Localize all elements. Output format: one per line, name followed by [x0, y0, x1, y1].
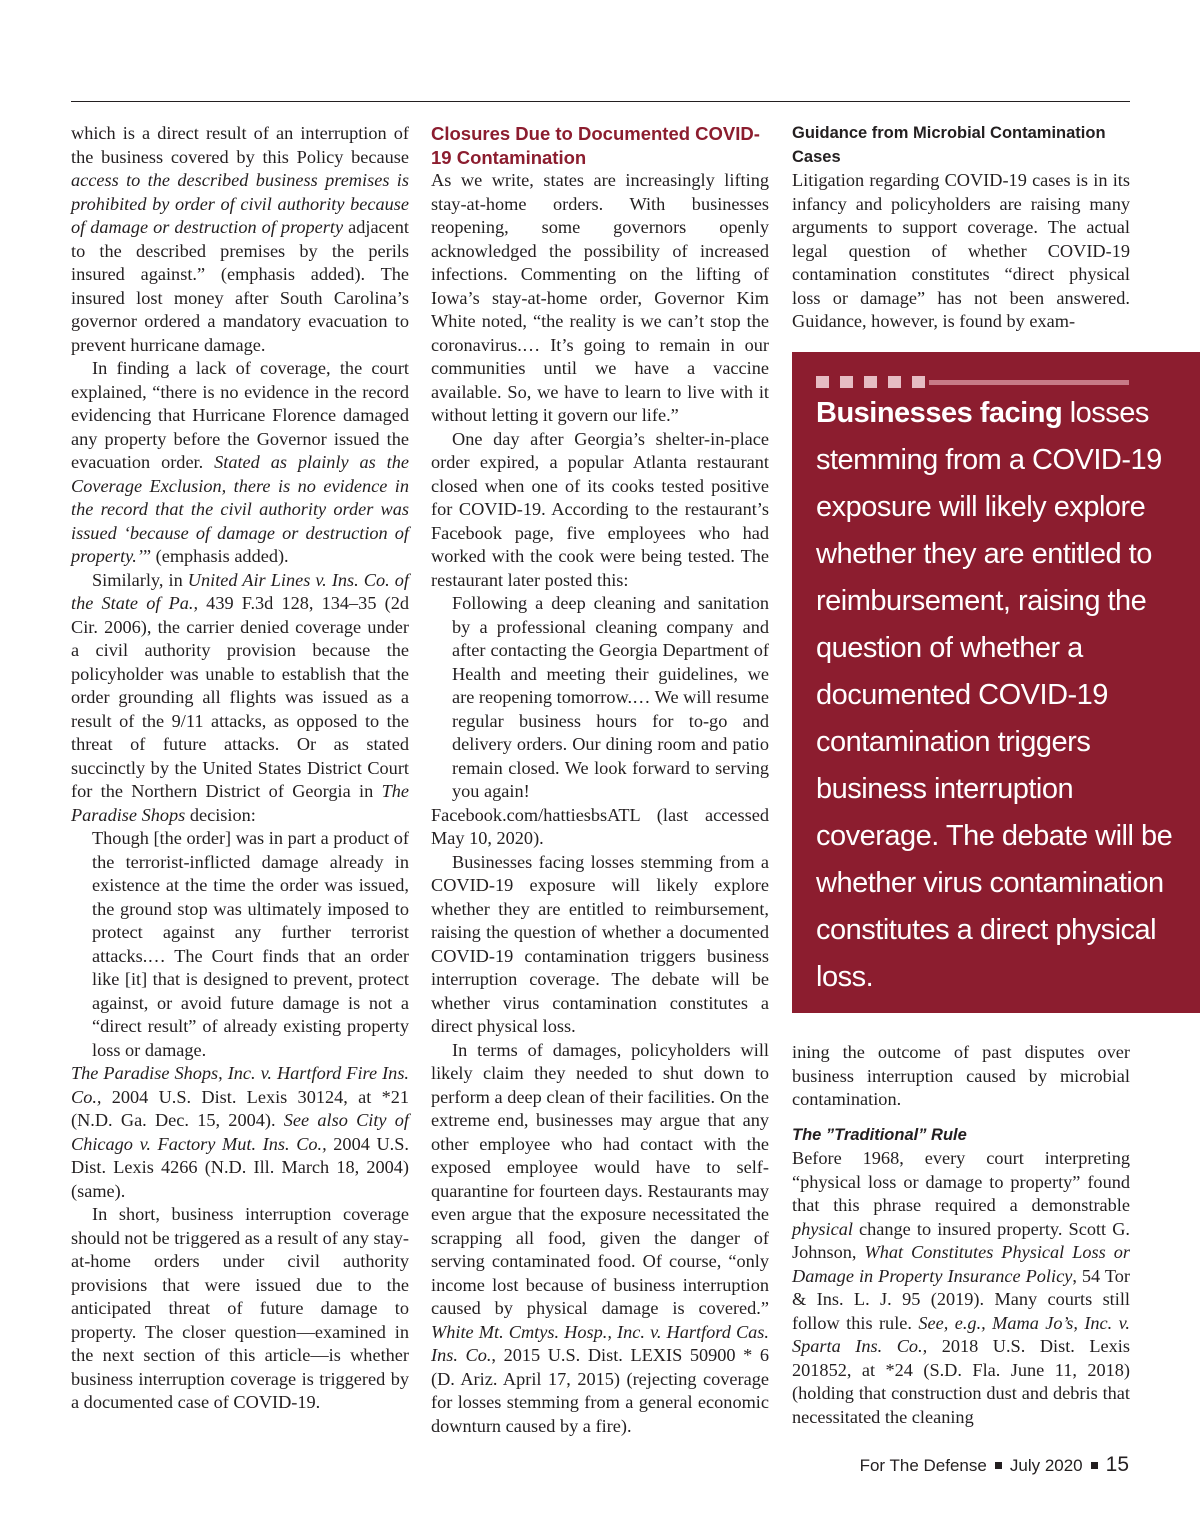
column-1: [71, 122, 409, 1415]
block-quote: Though [the order] was in part a product of the terrorist-inflicted damage already in existence at the time the order was issued, the ground stop was ultimately imposed to protect against any further terrorist attacks.… The Court finds that an order like [it] that is designed to prevent, protect against, or avoid future damage is not a “direct result” of already existing property loss or damage.: [92, 828, 409, 1060]
pull-quote-text: Businesses facing losses stemming from a COVID-19 exposure will likely explore whether they are entitled to reimbursement, raising the question of whether a documented COVID-19 contamination triggers business interruption coverage. The debate will be whether virus contamination constitutes a direct physical loss.: [816, 397, 1173, 993]
paragraph: In terms of damages, policyholders will likely claim they needed to shut down to perform a deep clean of their facilities. On the extreme end, businesses may argue that any other employee who had contact with the exposed employee would have to self-quarantine for fourteen days. Restaurants may even argue that the exposure necessitated the scrapping all food, given the danger of serving contaminated food. Of course, “only income lost because of business interruption caused by physical damage is covered.” White Mt. Cmtys. Hosp., Inc. v. Hartford Cas. Ins. Co., 2015 U.S. Dist. LEXIS 50900 * 6 (D. Ariz. April 17, 2015) (rejecting coverage for losses stemming from a general economic downturn caused by a fire).: [431, 1039, 769, 1436]
section-heading: Closures Due to Documented COVID-19 Contamination: [431, 123, 760, 168]
page-footer: [860, 1453, 1129, 1478]
issue-date: July 2020: [1009, 1456, 1083, 1475]
decor-square: [912, 376, 925, 388]
paragraph: Litigation regarding COVID-19 cases is in its infancy and policyholders are raising many arguments to support coverage. The actual legal question of whether COVID-19 contamination constitutes “direct physical loss or damage” has not been answered. Guidance, however, is found by exam-: [792, 170, 1130, 331]
pull-quote-box: [792, 352, 1200, 1013]
paragraph: One day after Georgia’s shelter-in-place order expired, a popular Atlanta restaurant closed when one of its cooks tested positive for COVID-19. According to the restaurant’s Facebook page, five employees who had worked with the cook were being tested. The restaurant later posted this:: [431, 428, 769, 590]
decor-square: [888, 376, 901, 388]
pull-quote-decoration: [816, 376, 1129, 388]
page-number: 15: [1105, 1453, 1129, 1476]
paragraph: Businesses facing losses stemming from a COVID-19 exposure will likely explore whether they are entitled to reimbursement, raising the question of whether a documented COVID-19 contamination triggers business interruption coverage. The debate will be whether virus contamination constitutes a direct physical loss.: [431, 851, 769, 1036]
column-3-continued: [792, 1041, 1130, 1429]
bullet-icon: [1091, 1462, 1098, 1469]
citation: The Paradise Shops, Inc. v. Hartford Fire Ins. Co., 2004 U.S. Dist. Lexis 30124, at *21 (N.D. Ga. Dec. 15, 2004). See also City of Chicago v. Factory Mut. Ins. Co., 2004 U.S. Dist. Lexis 4266 (N.D. Ill. March 18, 2004) (same).: [71, 1063, 409, 1201]
paragraph: Similarly, in United Air Lines v. Ins. Co. of the State of Pa., 439 F.3d 128, 134–35 (2d Cir. 2006), the carrier denied coverage under a civil authority provision because the policyholder was unable to establish that the order grounding all flights was issued as a result of the 9/11 attacks, as opposed to the threat of future attacks. Or as stated succinctly by the United States District Court for the Northern District of Georgia in The Paradise Shops decision:: [71, 569, 409, 825]
paragraph: ining the outcome of past disputes over business interruption caused by microbial contamination.: [792, 1042, 1130, 1109]
bullet-icon: [995, 1462, 1002, 1469]
section-heading: Guidance from Microbial Contamination Cases: [792, 124, 1106, 166]
column-3: [792, 122, 1130, 334]
block-quote: Following a deep cleaning and sanitation by a professional cleaning company and after contacting the Georgia Department of Health and meeting their guidelines, we are reopening tomorrow.… We will resume regular business hours for to-go and delivery orders. Our dining room and patio remain closed. We look forward to serving you again!: [452, 593, 769, 801]
paragraph: In finding a lack of coverage, the court explained, “there is no evidence in the record evidencing that Hurricane Florence damaged any property before the Governor issued the evacuation order. Stated as plainly as the Coverage Exclusion, there is no evidence in the record that the civil authority order was issued ‘because of damage or destruction of property.’” (emphasis added).: [71, 358, 410, 566]
column-2: [431, 122, 769, 1438]
decor-square: [840, 376, 853, 388]
citation: Facebook.com/hattiesbsATL (last accessed May 10, 2020).: [431, 804, 769, 848]
decor-square: [816, 376, 829, 388]
decor-line: [929, 380, 1129, 385]
top-rule: [71, 101, 1130, 102]
paragraph: Before 1968, every court interpreting “physical loss or damage to property” found that this phrase required a demonstrable physical change to insured property. Scott G. Johnson, What Constitutes Physical Loss or Damage in Property Insurance Policy, 54 Tor & Ins. L. J. 95 (2019). Many courts still follow this rule. See, e.g., Mama Jo’s, Inc. v. Sparta Ins. Co., 2018 U.S. Dist. Lexis 201852, at *24 (S.D. Fla. June 11, 2018) (holding that construction dust and debris that necessitated the cleaning: [792, 1148, 1130, 1427]
paragraph: which is a direct result of an interruption of the business covered by this Policy because access to the described business premises is prohibited by order of civil authority because of damage or destruction of property adjacent to the described premises by the perils insured against.” (emphasis added). The insured lost money after South Carolina’s governor ordered a mandatory evacuation to prevent hurricane damage.: [71, 123, 410, 355]
decor-square: [864, 376, 877, 388]
paragraph: In short, business interruption coverage should not be triggered as a result of any stay-at-home orders under civil authority provisions that were issued due to the anticipated threat of future damage to property. The closer question—examined in the next section of this article—is whether business interruption coverage is triggered by a documented case of COVID-19.: [71, 1204, 409, 1412]
subsection-heading: The ”Traditional” Rule: [792, 1125, 967, 1144]
publication-name: For The Defense: [859, 1456, 987, 1475]
paragraph: As we write, states are increasingly lifting stay-at-home orders. With businesses reopening, some governors openly acknowledged the possibility of increased infections. Commenting on the lifting of Iowa’s stay-at-home order, Governor Kim White noted, “the reality is we can’t stop the coronavirus.… It’s going to remain in our communities until we have a vaccine available. So, we have to learn to live with it without letting it govern our life.”: [431, 170, 769, 425]
